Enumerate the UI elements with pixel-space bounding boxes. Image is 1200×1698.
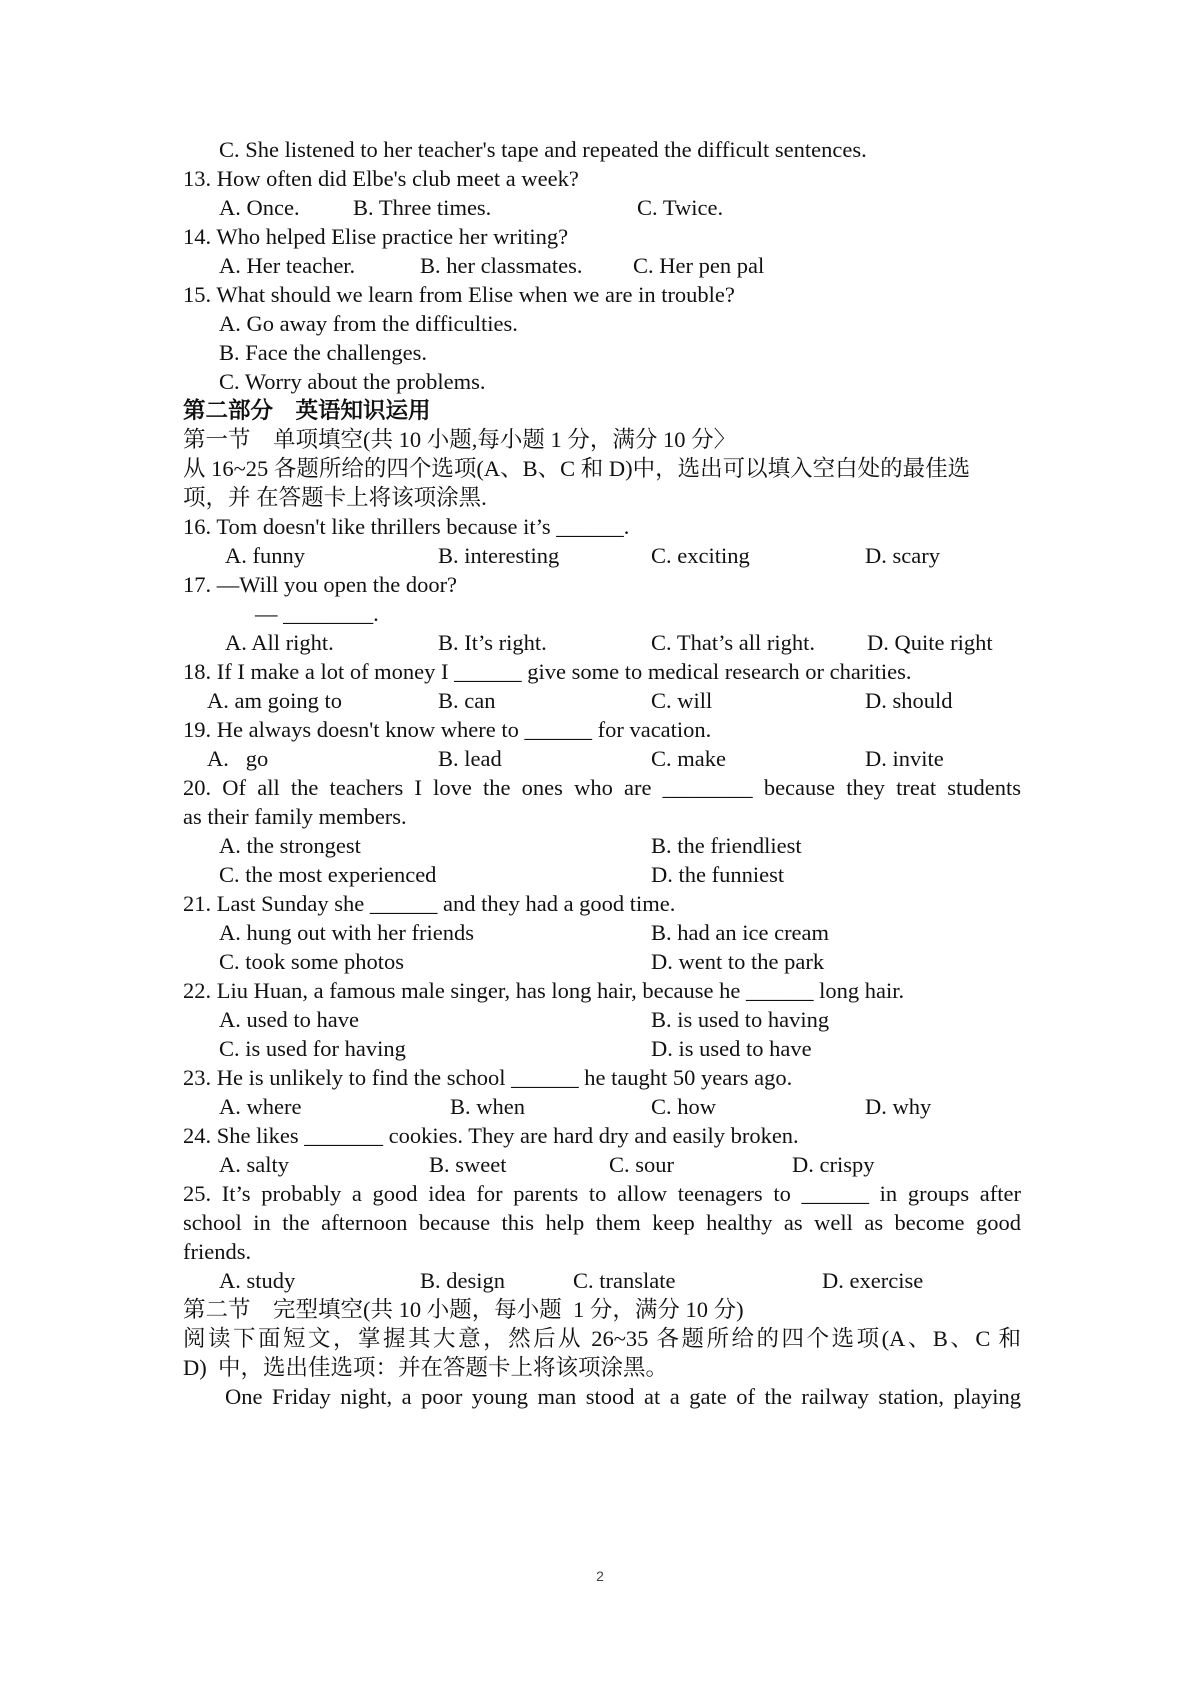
section-2-instructions-line-2: D) 中，选出佳选项：并在答题卡上将该项涂黑。 bbox=[183, 1355, 668, 1380]
question-20-line-2: as their family members. bbox=[183, 804, 407, 829]
option-c: C. translate bbox=[573, 1268, 676, 1293]
option-c: C. the most experienced bbox=[219, 862, 437, 887]
option-c: C. make bbox=[651, 746, 726, 771]
option-b: B. when bbox=[450, 1094, 525, 1119]
option-b: B. Three times. bbox=[353, 195, 492, 220]
question-18: 18. If I make a lot of money I ______ give some to medical research or charities. bbox=[183, 659, 912, 684]
question-23: 23. He is unlikely to find the school ______ he taught 50 years ago. bbox=[183, 1065, 793, 1090]
option-c: C. Her pen pal bbox=[633, 253, 765, 278]
section-1-instructions-line-1: 从 16~25 各题所给的四个选项(A、B、C 和 D)中，选出可以填入空白处的最佳选 bbox=[183, 456, 971, 481]
question-17: 17. —Will you open the door? bbox=[183, 572, 458, 597]
option-b: B. sweet bbox=[429, 1152, 507, 1177]
option-b: B. had an ice cream bbox=[651, 920, 830, 945]
option-d: D. went to the park bbox=[651, 949, 825, 974]
option-a: A. go bbox=[207, 746, 269, 771]
q12-option-c: C. She listened to her teacher's tape and repeated the difficult sentences. bbox=[219, 137, 867, 162]
option-a: A. All right. bbox=[225, 630, 334, 655]
question-25-line-2: school in the afternoon because this help them keep healthy as well as become good bbox=[183, 1210, 1021, 1235]
option-d: D. Quite right bbox=[867, 630, 993, 655]
option-c: C. Twice. bbox=[637, 195, 724, 220]
question-25-line-3: friends. bbox=[183, 1239, 252, 1264]
option-d: D. scary bbox=[865, 543, 940, 568]
option-a: A. where bbox=[219, 1094, 302, 1119]
q15-option-c: C. Worry about the problems. bbox=[219, 369, 486, 394]
option-b: B. design bbox=[420, 1268, 506, 1293]
q15-option-a: A. Go away from the difficulties. bbox=[219, 311, 518, 336]
option-d: D. exercise bbox=[822, 1268, 924, 1293]
option-a: A. salty bbox=[219, 1152, 289, 1177]
option-d: D. why bbox=[865, 1094, 932, 1119]
question-21: 21. Last Sunday she ______ and they had a good time. bbox=[183, 891, 676, 916]
option-a: A. am going to bbox=[207, 688, 342, 713]
option-a: A. study bbox=[219, 1268, 296, 1293]
option-b: B. It’s right. bbox=[438, 630, 547, 655]
question-20-line-1: 20. Of all the teachers I love the ones who are ________ because they treat students bbox=[183, 775, 1021, 800]
passage-line-1: One Friday night, a poor young man stood at a gate of the railway station, playing bbox=[225, 1384, 1021, 1409]
option-b: B. is used to having bbox=[651, 1007, 830, 1032]
option-a: A. the strongest bbox=[219, 833, 361, 858]
option-c: C. took some photos bbox=[219, 949, 405, 974]
option-a: A. funny bbox=[225, 543, 305, 568]
option-b: B. the friendliest bbox=[651, 833, 802, 858]
section-1-instructions-line-2: 项，并 在答题卡上将该项涂黑. bbox=[183, 485, 487, 510]
question-15: 15. What should we learn from Elise when we are in trouble? bbox=[183, 282, 735, 307]
option-a: A. used to have bbox=[219, 1007, 359, 1032]
option-b: B. interesting bbox=[438, 543, 560, 568]
option-c: C. will bbox=[651, 688, 713, 713]
option-a: A. Once. bbox=[219, 195, 300, 220]
option-a: A. hung out with her friends bbox=[219, 920, 474, 945]
q15-option-b: B. Face the challenges. bbox=[219, 340, 428, 365]
q17-reply: — ________. bbox=[255, 601, 379, 626]
question-19: 19. He always doesn't know where to ______ for vacation. bbox=[183, 717, 712, 742]
option-d: D. should bbox=[865, 688, 953, 713]
question-14: 14. Who helped Elise practice her writing? bbox=[183, 224, 569, 249]
section-1-title: 第一节 单项填空(共 10 小题,每小题 1 分，满分 10 分〉 bbox=[183, 427, 737, 452]
option-b: B. can bbox=[438, 688, 496, 713]
option-d: D. invite bbox=[865, 746, 944, 771]
option-c: C. is used for having bbox=[219, 1036, 406, 1061]
option-b: B. her classmates. bbox=[420, 253, 583, 278]
page-number: 2 bbox=[596, 1568, 604, 1584]
option-b: B. lead bbox=[438, 746, 502, 771]
option-c: C. how bbox=[651, 1094, 717, 1119]
section-2-title: 第二节 完型填空(共 10 小题，每小题 1 分，满分 10 分) bbox=[183, 1297, 744, 1322]
option-d: D. crispy bbox=[792, 1152, 875, 1177]
option-d: D. the funniest bbox=[651, 862, 785, 887]
question-25-line-1: 25. It’s probably a good idea for parents to allow teenagers to ______ in groups after bbox=[183, 1181, 1021, 1206]
part-2-title: 第二部分 英语知识运用 bbox=[183, 398, 431, 423]
option-a: A. Her teacher. bbox=[219, 253, 356, 278]
option-c: C. sour bbox=[609, 1152, 675, 1177]
question-13: 13. How often did Elbe's club meet a week? bbox=[183, 166, 579, 191]
question-24: 24. She likes _______ cookies. They are hard dry and easily broken. bbox=[183, 1123, 799, 1148]
option-c: C. exciting bbox=[651, 543, 750, 568]
question-16: 16. Tom doesn't like thrillers because it’s ______. bbox=[183, 514, 630, 539]
option-c: C. That’s all right. bbox=[651, 630, 815, 655]
section-2-instructions-line-1: 阅读下面短文，掌握其大意，然后从 26~35 各题所给的四个选项(A、B、C 和 bbox=[183, 1326, 1021, 1351]
option-d: D. is used to have bbox=[651, 1036, 812, 1061]
question-22: 22. Liu Huan, a famous male singer, has long hair, because he ______ long hair. bbox=[183, 978, 905, 1003]
